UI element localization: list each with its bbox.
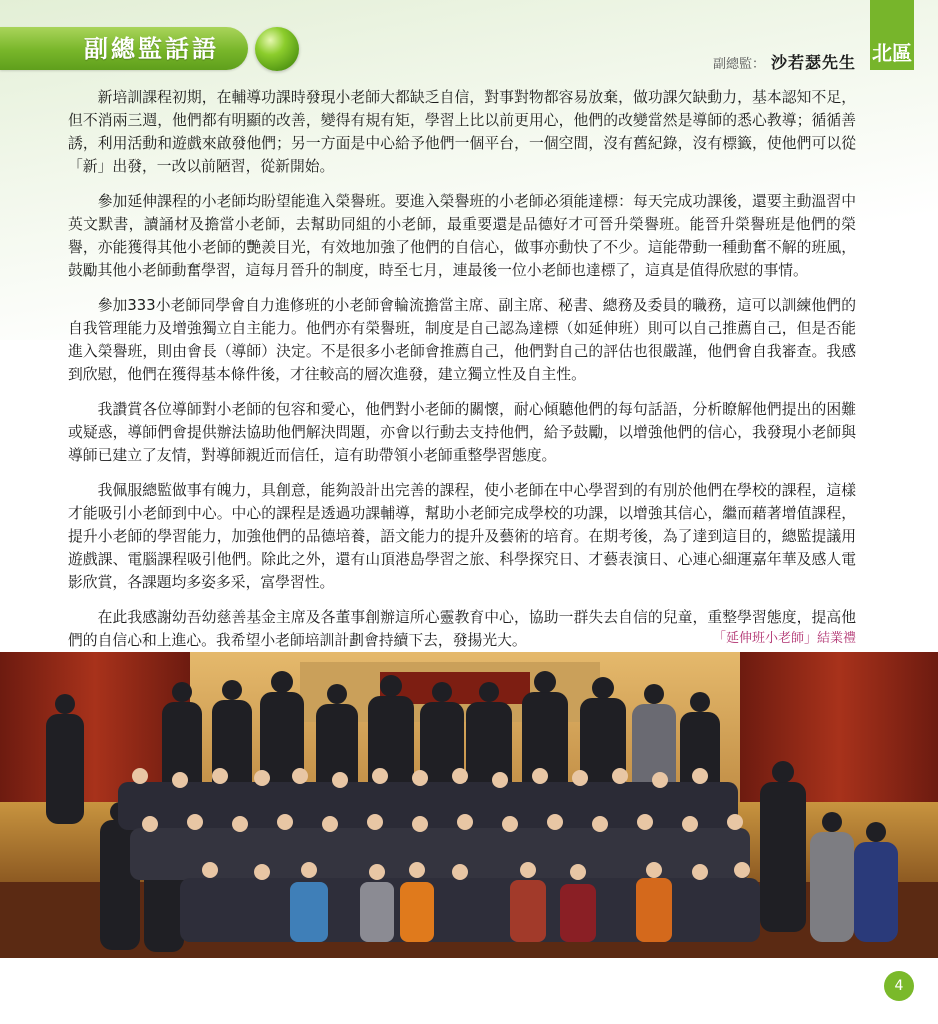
page-number: 4 (884, 971, 914, 1001)
page-title: 副總監話語 (84, 35, 219, 63)
byline (700, 50, 856, 73)
logo-text: 北區 (872, 41, 912, 65)
group-photo (0, 652, 938, 958)
article-body (68, 86, 856, 664)
article-paragraph: 新培訓課程初期，在輔導功課時發現小老師大都缺乏自信，對事對物都容易放棄，做功課欠缺動力，基本認知不足，但不消兩三週，他們都有明顯的改善，變得有規有矩，學習上比以前更用心，他們的改變當然是導師的悉心教導；循循善誘，利用活動和遊戲來啟發他們；另一方面是中心給予他們一個平台，一個空間，沒有舊紀錄，沒有標籤，使他們可以從「新」出發，一改以前陋習，從新開始。 (68, 89, 856, 175)
byline-name: 沙若瑟先生 (770, 53, 856, 72)
photo-caption: 「延伸班小老師」結業禮 (712, 631, 856, 646)
byline-role: 副總監： (712, 57, 765, 72)
article-paragraph: 我佩服總監做事有魄力，具創意，能夠設計出完善的課程，使小老師在中心學習到的有別於他們在學校的課程，這樣才能吸引小老師到中心。中心的課程是透過功課輔導，幫助小老師完成學校的功課，以增強其信心，繼而藉著增值課程，提升小老師的學習能力，加強他們的品德培養，語文能力的提升及藝術的培育。在期考後，為了達到這目的，總監提議用遊戲課、電腦課程吸引他們。除此之外，還有山頂港島學習之旅、科學探究日、才藝表演日、心連心細運嘉年華及感人電影欣賞，各課題均多姿多采，富學習性。 (68, 482, 856, 591)
green-ball-ornament (255, 27, 299, 71)
district-logo (870, 0, 914, 70)
article-paragraph: 參加333小老師同學會自力進修班的小老師會輪流擔當主席、副主席、秘書、總務及委員的職務，這可以訓練他們的自我管理能力及增強獨立自主能力。他們亦有榮譽班，制度是自己認為達標（如延伸班）則可以自己推薦自己，但是否能進入榮譽班，則由會長（導師）決定。不是很多小老師會推薦自己，他們對自己的評估也很嚴謹，他們會自我審查。我感到欣慰，他們在獲得基本條件後，才往較高的層次進發，建立獨立性及自主性。 (68, 297, 856, 383)
article-paragraph: 在此我感謝幼吾幼慈善基金主席及各董事創辦這所心靈教育中心，協助一群失去自信的兒童，重整學習態度，提高他們的自信心和上進心。我希望小老師培訓計劃會持續下去，發揚光大。 (68, 609, 856, 649)
article-paragraph: 我讚賞各位導師對小老師的包容和愛心，他們對小老師的關懷，耐心傾聽他們的每句話語，分析瞭解他們提出的困難或疑惑，導師們會提供辦法協助他們解決問題，亦會以行動去支持他們，給予鼓勵，以增強他們的信心，我發現小老師與導師已建立了友情，對導師親近而信任，這有助帶領小老師重整學習態度。 (68, 401, 856, 464)
group-photo-illustration (0, 652, 938, 958)
article-paragraph: 參加延伸課程的小老師均盼望能進入榮譽班。要進入榮譽班的小老師必須能達標：每天完成功課後，還要主動溫習中英文默書，讀誦材及擔當小老師，去幫助同組的小老師，最重要還是品德好才可晉升榮譽班。能晉升榮譽班是他們的榮譽，亦能獲得其他小老師的艷羨目光，有效地加強了他們的自信心，做事亦動快了不少。這能帶動一種動奮不解的班風，鼓勵其他小老師動奮學習，這每月晉升的制度，時至七月，連最後一位小老師也達標了，這真是值得欣慰的事情。 (68, 193, 856, 279)
